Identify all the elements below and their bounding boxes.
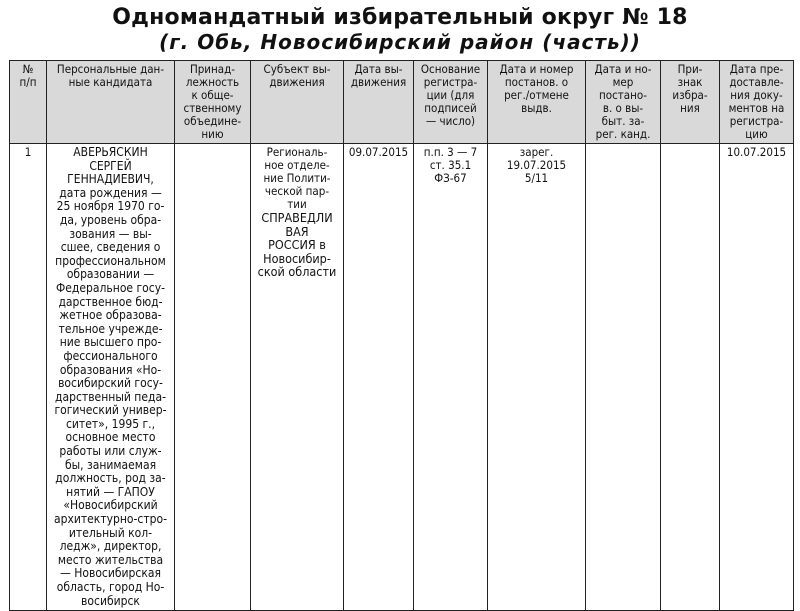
cell-number: 1 [10, 144, 47, 611]
column-header-nomination-date: Дата вы- движения [344, 61, 414, 144]
column-header-registration-decision: Дата и номер постанов. о рег./отмене выдв. [488, 61, 586, 144]
table-row [10, 144, 794, 611]
cell-withdrawal [586, 144, 661, 611]
cell-personal-data [47, 144, 175, 611]
subject-party [254, 211, 340, 279]
column-header-affiliation: Принад- лежность к обще- ственному объедине- нию [175, 61, 251, 144]
column-header-docs-date: Дата пре- доставле- ния доку- ментов на регистра- цию [720, 61, 794, 144]
candidate-bio: дата рождения — 25 ноября 1970 го- да, уровень обра- зования — вы- сшее, сведения о профессиональном образовании — Федеральное госу- дарственное бюд- жетное образова- тельное учрежде- ние высшего про- фессионального образования «Но- восибирский госу- дарственный педа- гогический универ- ситет», 1995 г., основное место работы или служ- бы, занимаемая должность, род за- нятий — ГАПОУ «Новосибирский архитектурно-стро- ительный кол- ледж», директор, место жительства — Новосибирская область, город Но- восибирск [54, 185, 167, 608]
subject-party-name: СПРАВЕДЛИ ВАЯ РОССИЯ [261, 210, 333, 253]
column-header-withdrawal: Дата и но- мер постано- в. о вы- быт. за- рег. канд. [586, 61, 661, 144]
page-title: Одномандатный избирательный округ № 18 [112, 5, 688, 30]
cell-nomination-date: 09.07.2015 [344, 144, 414, 611]
table-header-row [10, 61, 794, 144]
subject-suffix: в Новосибир- ской области [257, 237, 337, 280]
candidate-name: АВЕРЬЯСКИН СЕРГЕЙ ГЕННАДИЕВИЧ, [67, 145, 154, 187]
cell-registration-basis: п.п. 3 — 7 ст. 35.1 ФЗ-67 [414, 144, 488, 611]
column-header-personal-data: Персональные дан- ные кандидата [47, 61, 175, 144]
page-subtitle: (г. Обь, Новосибирский район (часть)) [159, 30, 641, 54]
column-header-registration-basis: Основание регистра- ции (для подписей — число) [414, 61, 488, 144]
column-header-subject: Субъект вы- движения [251, 61, 344, 144]
cell-affiliation [175, 144, 251, 611]
cell-subject [251, 144, 344, 611]
column-header-elected: При- знак избра- ния [661, 61, 720, 144]
column-header-number: № п/п [10, 61, 47, 144]
cell-elected [661, 144, 720, 611]
candidates-table [9, 60, 794, 611]
cell-registration-decision: зарег. 19.07.2015 5/11 [488, 144, 586, 611]
cell-docs-date: 10.07.2015 [720, 144, 794, 611]
subject-prefix: Региональ- ное отделе- ние Полити- ческой пар- тии [263, 145, 331, 211]
